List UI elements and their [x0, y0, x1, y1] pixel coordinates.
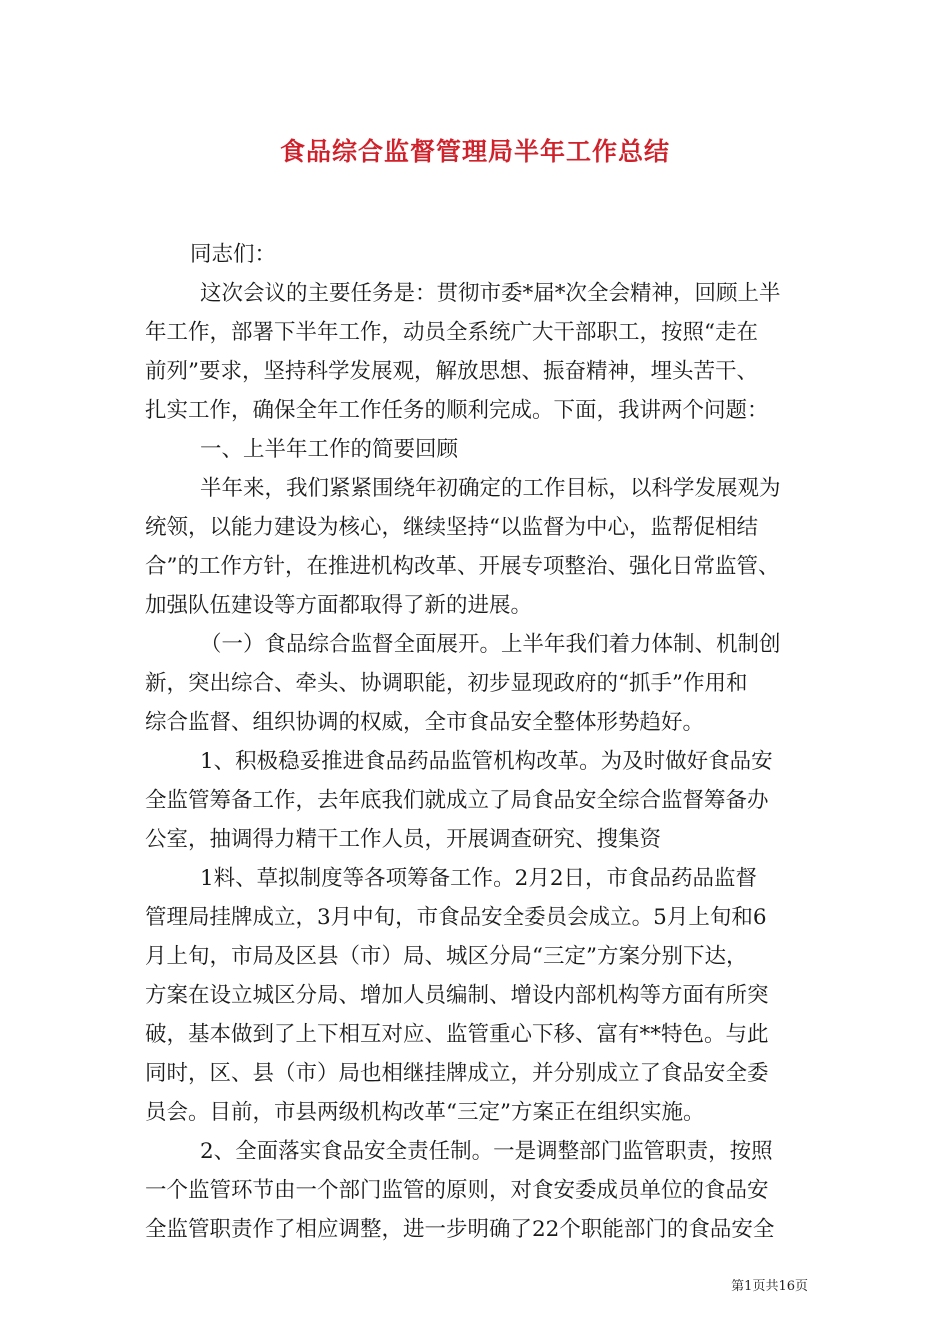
paragraph-line: 2、全面落实食品安全责任制。一是调整部门监管职责，按照 [200, 1139, 773, 1164]
paragraph-line: 这次会议的主要任务是：贯彻市委*届*次全会精神，回顾上半 [200, 281, 781, 306]
paragraph-line: 同时，区、县（市）局也相继挂牌成立，并分别成立了食品安全委 [145, 1061, 769, 1086]
paragraph-line: 员会。目前，市县两级机构改革“三定”方案正在组织实施。 [145, 1100, 705, 1125]
paragraph-line: 年工作，部署下半年工作，动员全系统广大干部职工，按照“走在 [145, 320, 758, 345]
paragraph-line: 一个监管环节由一个部门监管的原则，对食安委成员单位的食品安 [145, 1178, 769, 1203]
paragraph-line: 前列”要求，坚持科学发展观，解放思想、振奋精神，埋头苦干、 [145, 359, 758, 384]
paragraph-line: 加强队伍建设等方面都取得了新的进展。 [145, 593, 533, 618]
subsection-heading: （一）食品综合监督全面展开。上半年我们着力体制、机制创 [200, 632, 781, 657]
paragraph-line: 综合监督、组织协调的权威，全市食品安全整体形势趋好。 [145, 710, 705, 735]
paragraph-line: 全监管职责作了相应调整，进一步明确了22个职能部门的食品安全 [145, 1217, 775, 1242]
paragraph-line: 月上旬，市局及区县（市）局、城区分局“三定”方案分别下达， [145, 944, 748, 969]
paragraph-line: 同志们： [190, 242, 277, 267]
paragraph-line: 合”的工作方针，在推进机构改革、开展专项整治、强化日常监管、 [145, 554, 780, 579]
paragraph-line: 扎实工作，确保全年工作任务的顺利完成。下面，我讲两个问题： [145, 398, 769, 423]
paragraph-line: 新，突出综合、牵头、协调职能，初步显现政府的“抓手”作用和 [145, 671, 748, 696]
paragraph-line: 半年来，我们紧紧围绕年初确定的工作目标，以科学发展观为 [200, 476, 781, 501]
document-title: 食品综合监督管理局半年工作总结 [279, 137, 670, 166]
paragraph-line: 1料、草拟制度等各项筹备工作。2月2日，市食品药品监督 [200, 866, 758, 891]
section-heading: 一、上半年工作的简要回顾 [200, 437, 459, 462]
paragraph-line: 管理局挂牌成立，3月中旬，市食品安全委员会成立。5月上旬和6 [145, 905, 767, 930]
paragraph-line: 破，基本做到了上下相互对应、监管重心下移、富有**特色。与此 [145, 1022, 769, 1047]
paragraph-line: 1、积极稳妥推进食品药品监管机构改革。为及时做好食品安 [200, 749, 773, 774]
paragraph-line: 全监管筹备工作，去年底我们就成立了局食品安全综合监督筹备办 [145, 788, 769, 813]
paragraph-line: 方案在设立城区分局、增加人员编制、增设内部机构等方面有所突 [145, 983, 769, 1008]
paragraph-line: 公室，抽调得力精干工作人员，开展调查研究、搜集资 [145, 827, 662, 852]
paragraph-line: 统领，以能力建设为核心，继续坚持“以监督为中心，监帮促相结 [145, 515, 758, 540]
page-number: 第1页共16页 [731, 1279, 808, 1294]
